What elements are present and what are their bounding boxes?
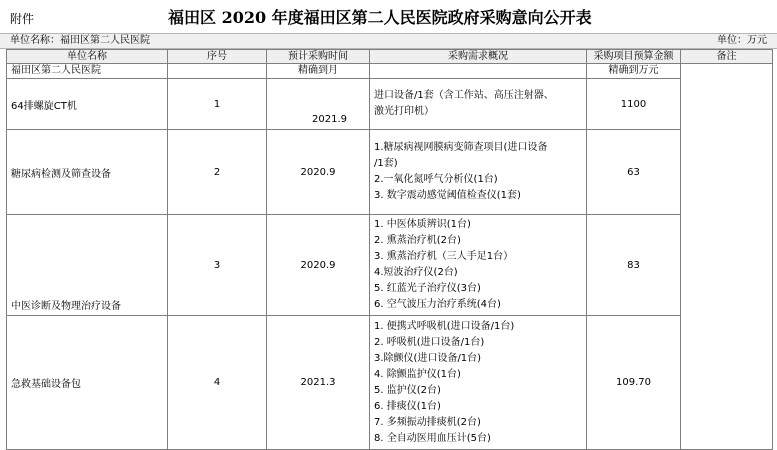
table-row <box>7 130 773 215</box>
col-header-requirement: 采购需求概况 <box>370 50 587 64</box>
unit-name-label: 单位名称：福田区第二人民医院 <box>10 35 150 46</box>
requirement-line: 1. 中医体质辨识(1台) <box>374 219 471 230</box>
col-header-unit-name: 单位名称 <box>7 50 168 64</box>
item-name: 中医诊断及物理治疗设备 <box>7 215 168 316</box>
item-name: 糖尿病检测及筛查设备 <box>7 130 168 215</box>
table-row <box>7 215 773 316</box>
subheader-planned-time: 精确到月 <box>267 64 370 79</box>
item-budget: 63 <box>587 130 681 215</box>
procurement-table <box>6 49 773 450</box>
item-budget: 109.70 <box>587 316 681 450</box>
requirement-line: 1.糖尿病视网膜病变筛查项目(进口设备 <box>374 142 548 153</box>
requirement-line: 2. 熏蒸治疗机(2台) <box>374 235 461 246</box>
document-header <box>0 0 777 33</box>
item-requirements <box>370 316 587 450</box>
requirement-line: 激光打印机） <box>374 106 434 117</box>
subheader-serial-empty <box>168 64 267 79</box>
requirement-line: 2.一氧化氮呼气分析仪(1台) <box>374 174 498 185</box>
col-header-remark: 备注 <box>681 50 773 64</box>
requirement-line: 7. 多频振动排痰机(2台) <box>374 416 481 428</box>
col-header-serial: 序号 <box>168 50 267 64</box>
table-row <box>7 316 773 450</box>
item-time: 2021.3 <box>267 316 370 450</box>
requirement-line: 4. 除颤监护仪(1台) <box>374 368 461 380</box>
page-title: 福田区 2020 年度福田区第二人民医院政府采购意向公开表 <box>168 8 592 27</box>
item-budget: 1100 <box>587 79 681 130</box>
table-header-row <box>7 50 773 64</box>
table-row <box>7 79 773 130</box>
unit-info-row <box>0 33 777 49</box>
item-requirements <box>370 130 587 215</box>
subheader-unit-name: 福田区第二人民医院 <box>7 64 168 79</box>
requirement-line: 5. 监护仪(2台) <box>374 384 441 396</box>
requirement-line: 8. 全自动医用血压计(5台) <box>374 432 491 444</box>
col-header-budget: 采购项目预算金额 <box>587 50 681 64</box>
requirement-line: 2. 呼吸机(进口设备/1台) <box>374 336 485 348</box>
attachment-label: 附件 <box>10 12 35 26</box>
item-requirements <box>370 79 587 130</box>
requirement-line: /1套) <box>374 158 398 169</box>
item-requirements <box>370 215 587 316</box>
item-serial: 3 <box>168 215 267 316</box>
table-subheader-row <box>7 64 773 79</box>
item-budget: 83 <box>587 215 681 316</box>
item-serial: 2 <box>168 130 267 215</box>
requirement-line: 3. 数字震动感觉阈值检查仪(1套) <box>374 190 521 201</box>
requirement-line: 5. 红蓝光子治疗仪(3台) <box>374 283 481 294</box>
item-time: 2020.9 <box>267 215 370 316</box>
requirement-line: 进口设备/1套（含工作站、高压注射器、 <box>374 90 554 101</box>
item-time: 2020.9 <box>267 130 370 215</box>
col-header-planned-time: 预计采购时间 <box>267 50 370 64</box>
requirement-line: 3.除颤仪(进口设备/1台) <box>374 352 482 364</box>
item-name: 急救基础设备包 <box>7 316 168 450</box>
item-time: 2021.9 <box>267 79 370 130</box>
remark-cell <box>681 64 773 450</box>
subheader-requirement-empty <box>370 64 587 79</box>
requirement-line: 3. 熏蒸治疗机（三人手足1台） <box>374 251 514 262</box>
requirement-line: 6. 空气波压力治疗系统(4台) <box>374 299 501 310</box>
item-name: 64排螺旋CT机 <box>7 79 168 130</box>
subheader-budget: 精确到万元 <box>587 64 681 79</box>
requirement-line: 4.短波治疗仪(2台) <box>374 267 458 278</box>
requirement-line: 1. 便携式呼吸机(进口设备/1台) <box>374 320 515 332</box>
money-unit-label: 单位：万元 <box>717 35 767 46</box>
item-serial: 1 <box>168 79 267 130</box>
requirement-line: 6. 排痰仪(1台) <box>374 400 441 412</box>
item-serial: 4 <box>168 316 267 450</box>
